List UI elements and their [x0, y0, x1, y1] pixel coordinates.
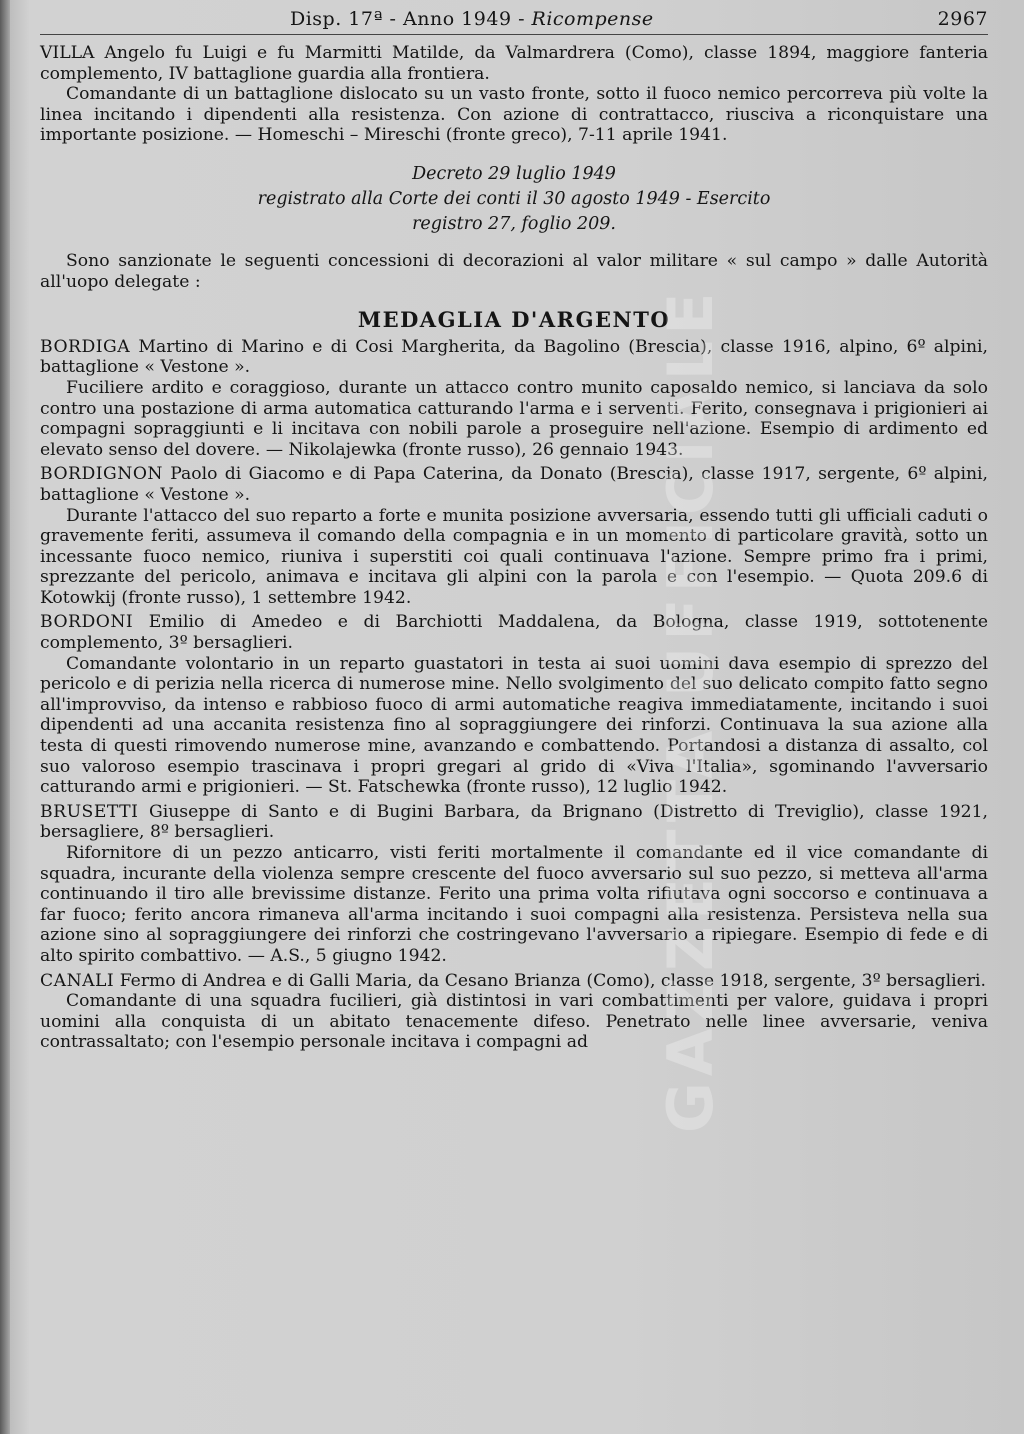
award-motivation: Fuciliere ardito e coraggioso, durante un attacco contro munito caposaldo nemico, si lanciava da solo contro una postazione di arma automatica catturando l'arma e i serventi. Ferito, consegnava i prigionieri ai compagni sopraggiunti e li incitava con nobili parole a proseguire nell'azione. Esempio di ardimento ed elevato senso del dovere. — Nikolajewka (fronte russo), 26 gennaio 1943.	[40, 377, 988, 460]
intro-entry-motivation: Comandante di un battaglione dislocato su un vasto fronte, sotto il fuoco nemico percorreva più volte la linea incitando i dipendenti alla resistenza. Con azione di contrattacco, riusciva a riconquistare una importante posizione. — Homeschi – Mireschi (fronte greco), 7-11 aprile 1941.	[40, 84, 988, 146]
page-number: 2967	[937, 8, 988, 30]
award-motivation: Durante l'attacco del suo reparto a forte e munita posizione avversaria, essendo tutti gli ufficiali caduti o gravemente feriti, assumeva il comando della compagnia e in un momento di particolare gravità, sotto un incessante fuoco nemico, riuniva i superstiti coi quali continuava l'azione. Sempre primo fra i primi, sprezzante del pericolo, animava e incitava gli alpini con la parola e con l'esempio. — Quota 209.6 di Kotowkij (fronte russo), 1 settembre 1942.	[40, 505, 988, 608]
recipient-surname: BORDIGA	[40, 336, 131, 357]
award-motivation: Comandante di una squadra fucilieri, già distintosi in vari combattimenti per valore, guidava i propri uomini alla conquista di un abitato tenacemente difeso. Penetrato nelle linee avversarie, veniva contrassaltato; con l'esempio personale incitava i compagni ad	[40, 991, 988, 1053]
recipient-details: Paolo di Giacomo e di Papa Caterina, da Donato (Brescia), classe 1917, sergente, 6º alpini, battaglione « Vestone ».	[40, 464, 988, 505]
page-binding-edge	[0, 0, 10, 1434]
recipient-details: Emilio di Amedeo e di Barchiotti Maddalena, da Bologna, classe 1919, sottotenente complemento, 3º bersaglieri.	[40, 612, 989, 654]
page-header	[40, 6, 988, 35]
decree-line-2: registrato alla Corte dei conti il 30 agosto 1949 - Esercito	[257, 188, 771, 209]
header-prefix: Disp. 17ª - Anno 1949 -	[290, 8, 532, 30]
preamble: Sono sanzionate le seguenti concessioni di decorazioni al valor militare « sul campo » dalle Autorità all'uopo delegate :	[40, 250, 988, 292]
watermark: GAZZETTA UFFICIALE	[654, 286, 727, 1134]
award-entry	[40, 464, 988, 608]
award-motivation: Comandante volontario in un reparto guastatori in testa ai suoi uomini dava esempio di sprezzo del pericolo e di perizia nella ricerca di numerose mine. Nello svolgimento del suo delicato compito fatto segno all'improvviso, da intenso e rabbioso fuoco di armi automatiche reagiva immediatamente, incitando i suoi dipendenti ad una accanita resistenza fino al sopraggiungere dei rinforzi. Continuava la sua azione alla testa di questi rimovendo numerose mine, avanzando e combattendo. Portandosi a distanza di assalto, col suo valoroso esempio trascinava i propri gregari al grido di «Viva l'Italia», sgominando l'avversario catturando armi e prigionieri. — St. Fatschewka (fronte russo), 12 luglio 1942.	[40, 653, 988, 798]
header-title	[290, 8, 654, 30]
award-motivation: Rifornitore di un pezzo anticarro, visti feriti mortalmente il comandante ed il vice comandante di squadra, incurante della violenza sempre crescente del fuoco avversario sul suo pezzo, si metteva all'arma continuando il tiro alle brevissime distanze. Ferito una prima volta rifiutava ogni soccorso e continuava a far fuoco; ferito ancora rimaneva all'arma incitando i suoi compagni alla resistenza. Persisteva nella sua azione sino al sopraggiungere dei rinforzi che costringevano l'avversario a ripiegare. Esempio di fede e di alto spirito combattivo. — A.S., 5 giugno 1942.	[40, 843, 988, 966]
decree-block	[40, 162, 988, 237]
recipient-surname: CANALI	[40, 970, 115, 991]
award-entry	[40, 612, 988, 797]
decree-line-3: registro 27, foglio 209.	[412, 213, 616, 234]
medal-title: MEDAGLIA D'ARGENTO	[357, 307, 671, 333]
page-content	[40, 43, 988, 1053]
header-section: Ricompense	[531, 8, 654, 30]
recipient-surname: BORDIGNON	[40, 464, 163, 485]
award-entry	[40, 337, 988, 461]
intro-entry-head: VILLA Angelo fu Luigi e fu Marmitti Matilde, da Valmardrera (Como), classe 1894, maggiore fanteria complemento, IV battaglione guardia alla frontiera.	[40, 43, 988, 84]
award-entry	[40, 802, 988, 967]
recipient-details: Martino di Marino e di Cosi Margherita, da Bagolino (Brescia), classe 1916, alpino, 6º alpini, battaglione « Vestone ».	[40, 336, 988, 378]
award-entry	[40, 971, 988, 1053]
recipient-surname: BORDONI	[40, 612, 134, 633]
recipient-surname: BRUSETTI	[40, 801, 139, 822]
recipient-details: Fermo di Andrea e di Galli Maria, da Cesano Brianza (Como), classe 1918, sergente, 3º bersaglieri.	[119, 970, 986, 991]
decree-line-1: Decreto 29 luglio 1949	[412, 163, 616, 184]
recipient-details: Giuseppe di Santo e di Bugini Barbara, da Brignano (Distretto di Treviglio), classe 1921, bersagliere, 8º bersaglieri.	[40, 801, 988, 843]
